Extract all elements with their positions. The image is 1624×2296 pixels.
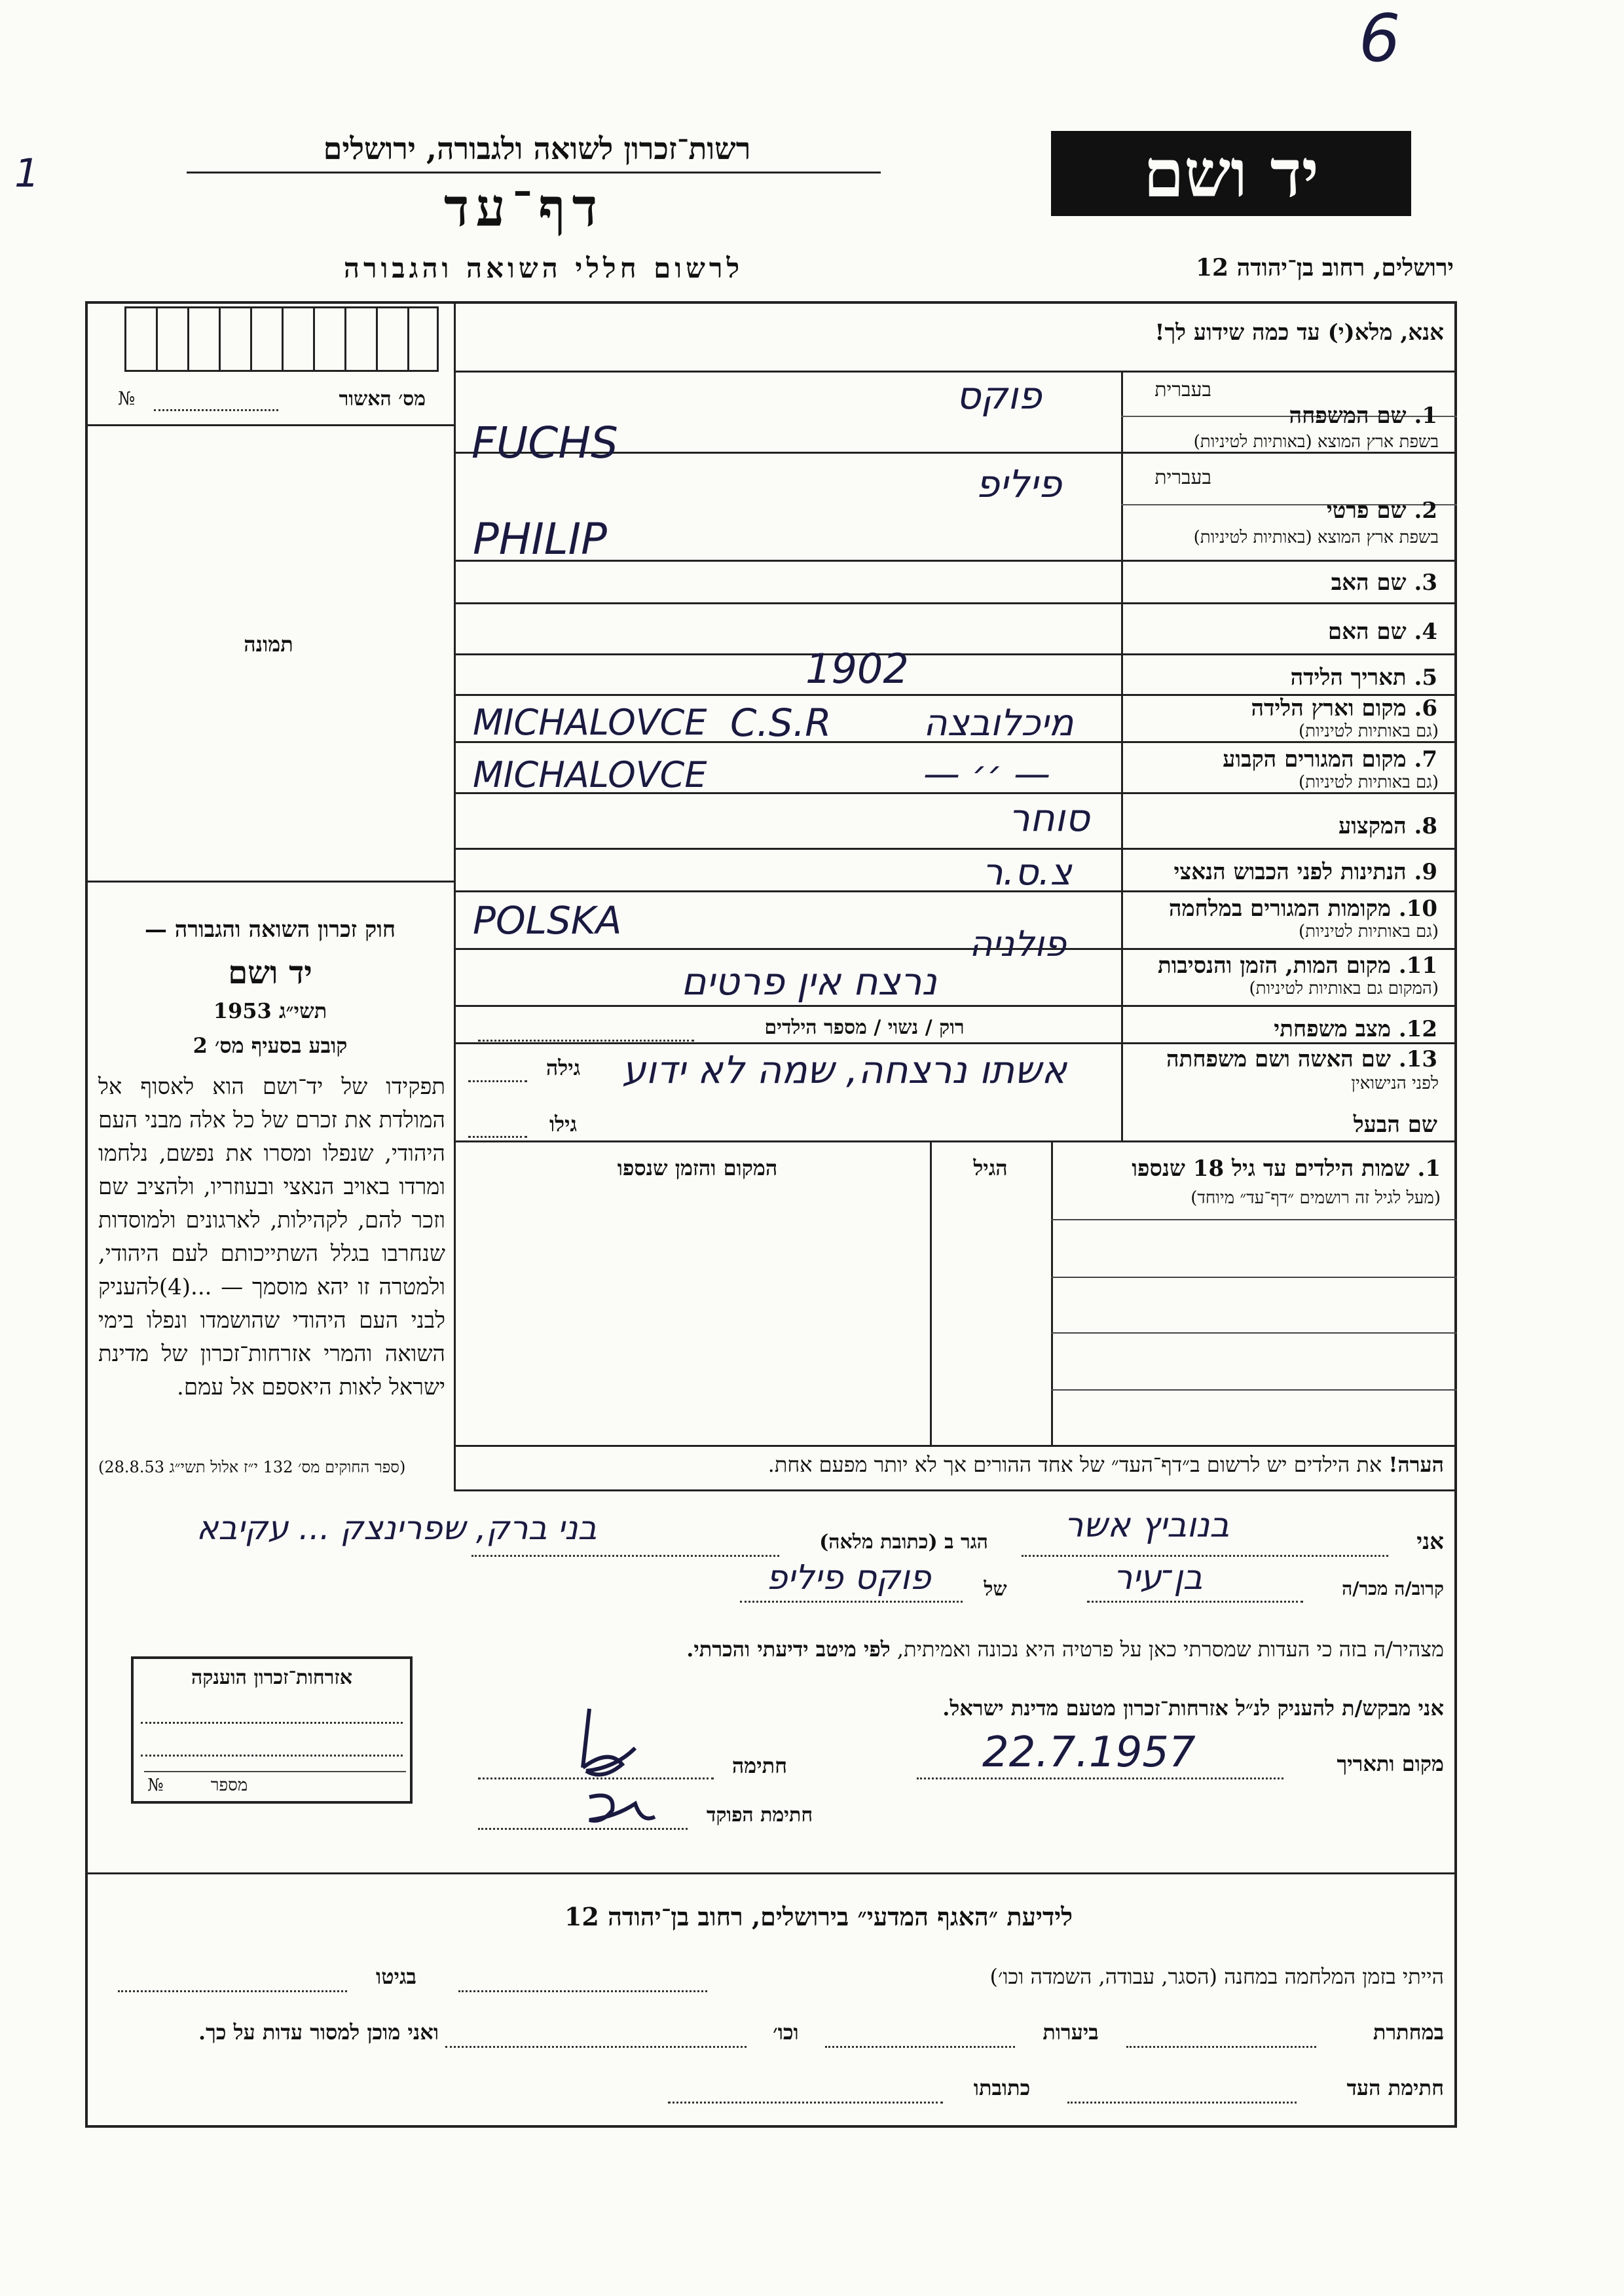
field-5-label bbox=[1126, 665, 1437, 691]
death-place-value[interactable]: נרצח אין פרטים bbox=[681, 959, 937, 1004]
children-row-rule bbox=[1051, 1332, 1457, 1334]
address-line: ירושלים, רחוב בן־יהודה 12 bbox=[1195, 254, 1454, 282]
birth-country-value[interactable]: C.S.R bbox=[730, 701, 832, 745]
children-age-header: הגיל bbox=[973, 1156, 1008, 1180]
field-10-label bbox=[1123, 896, 1437, 922]
resides-label: הגר ב (כתובת מלאה) bbox=[819, 1531, 988, 1554]
wartime-residence-hebrew-value[interactable]: פולניה bbox=[969, 923, 1067, 964]
handwritten-mark: 6 bbox=[1359, 0, 1401, 77]
field-11-number: 11. bbox=[1398, 953, 1437, 979]
field-3-number: 3. bbox=[1414, 570, 1437, 596]
field-12-title: מצב משפחתי bbox=[1274, 1016, 1391, 1042]
field-6-title: מקום וארץ הלידה bbox=[1251, 695, 1407, 721]
wife-age-label: גילה bbox=[545, 1055, 581, 1080]
field-10-number: 10. bbox=[1398, 896, 1437, 922]
witness-name-value[interactable]: בנוביץ אשר bbox=[1064, 1506, 1230, 1545]
witness-signature-field[interactable] bbox=[1067, 2102, 1297, 2104]
field-1-number: 1. bbox=[1414, 403, 1437, 429]
field-6-number: 6. bbox=[1414, 695, 1437, 721]
birth-place-hebrew-value[interactable]: מיכלובצה bbox=[923, 702, 1074, 744]
approval-number-sign: № bbox=[118, 388, 136, 409]
field-7-label bbox=[1126, 746, 1437, 773]
certificate-number-label: מספר bbox=[210, 1776, 248, 1795]
given-name-latin-value[interactable]: PHILIP bbox=[473, 514, 607, 564]
children-number: 1. bbox=[1417, 1156, 1441, 1182]
address-line-field[interactable] bbox=[471, 1555, 779, 1557]
birth-place-latin-value[interactable]: MICHALOVCE bbox=[473, 702, 707, 743]
header-rule bbox=[187, 172, 881, 173]
children-row-rule bbox=[1051, 1219, 1457, 1220]
field-1-label bbox=[1211, 403, 1437, 429]
children-title bbox=[1054, 1156, 1441, 1182]
place-date-label: מקום ותאריך bbox=[1337, 1751, 1444, 1776]
field-2-number: 2. bbox=[1414, 498, 1437, 524]
approval-number-field[interactable] bbox=[154, 409, 278, 411]
witness-address-label: כתובתו bbox=[973, 2075, 1031, 2100]
officer-signature bbox=[576, 1784, 668, 1836]
children-bottom-rule bbox=[454, 1445, 1457, 1447]
field-12-number: 12. bbox=[1398, 1016, 1437, 1042]
forests-label: ביערות bbox=[1043, 2020, 1099, 2045]
relation-line[interactable] bbox=[1087, 1601, 1303, 1603]
field-13-label bbox=[1123, 1046, 1437, 1072]
law-name: יד ושם bbox=[228, 955, 312, 991]
other-field[interactable] bbox=[445, 2046, 747, 2048]
witness-address-value[interactable]: בני ברק, שפרינצק ... עקיבא bbox=[196, 1509, 597, 1547]
row-rule bbox=[454, 1042, 1457, 1044]
row-rule bbox=[454, 1005, 1457, 1007]
witness-signature-label: חתימת העד bbox=[1346, 2075, 1444, 2100]
row-rule bbox=[454, 948, 1457, 950]
field-4-title: שם האם bbox=[1327, 619, 1407, 645]
field-5-number: 5. bbox=[1414, 665, 1437, 691]
declaration-bold: לפי מיטב ידיעתי והכרתי. bbox=[686, 1637, 891, 1662]
nationality-value[interactable]: צ.ס.ר bbox=[982, 851, 1072, 894]
law-year: תשי״ג 1953 bbox=[213, 998, 327, 1023]
field-8-label bbox=[1126, 813, 1437, 839]
children-name-divider bbox=[1051, 1140, 1053, 1445]
field-7-title: מקום המגורים הקבוע bbox=[1223, 746, 1407, 773]
photo-rule bbox=[85, 881, 454, 883]
footer-line-1: הייתי בזמן המלחמה במחנה (הסגר, עבודה, השמדה וכו׳) bbox=[989, 1964, 1444, 1989]
camp-field[interactable] bbox=[458, 1990, 707, 1992]
field-3-title: שם האב bbox=[1331, 570, 1407, 596]
field-3-label bbox=[1126, 570, 1437, 596]
children-count-field[interactable] bbox=[478, 1040, 694, 1042]
declaration-statement bbox=[458, 1637, 1444, 1662]
field-2-note: בשפת ארץ המוצא (באותיות לטיניות) bbox=[1193, 528, 1439, 547]
field-7-number: 7. bbox=[1414, 746, 1437, 773]
deceased-name-value[interactable]: פוקס פיליפ bbox=[766, 1558, 931, 1597]
citizenship-request: אני מבקש/ת להעניק לנ״ל אזרחות־זכרון מטעם מדינת ישראל. bbox=[942, 1696, 1444, 1721]
ghetto-label: בגיטו bbox=[376, 1964, 416, 1989]
photo-label: תמונה bbox=[244, 632, 293, 657]
field-8-number: 8. bbox=[1414, 813, 1437, 839]
page-title: דף־עד bbox=[443, 177, 604, 238]
underground-field[interactable] bbox=[1126, 2046, 1316, 2048]
children-note: (מעל לגיל זה רושמים ״דף־עד״ מיוחד) bbox=[1190, 1188, 1441, 1208]
wartime-residence-latin-value[interactable]: POLSKA bbox=[473, 898, 622, 943]
ghetto-field[interactable] bbox=[118, 1990, 347, 1992]
testimony-offer: ואני מוכן למסור עדות על כך. bbox=[198, 2020, 439, 2045]
underground-label: במחתרת bbox=[1373, 2020, 1444, 2045]
field-10-note: (גם באותיות לטיניות) bbox=[1298, 922, 1439, 941]
field-1-title: שם המשפחה bbox=[1289, 403, 1407, 429]
birth-date-value[interactable]: 1902 bbox=[805, 645, 909, 693]
place-date-value[interactable]: 22.7.1957 bbox=[982, 1728, 1196, 1777]
field-4-label bbox=[1126, 619, 1437, 645]
of-label: של bbox=[984, 1578, 1007, 1601]
given-name-hebrew-value[interactable]: פיליפ bbox=[976, 462, 1062, 506]
field-9-title: הנתינות לפני הכבוש הנאצי bbox=[1173, 859, 1407, 885]
residence-hebrew-value[interactable]: — ׳׳ — bbox=[923, 753, 1051, 795]
yad-vashem-logo: יד ושם bbox=[1051, 131, 1411, 216]
row-rule bbox=[454, 653, 1457, 655]
intro-instruction: אנא, מלא(י) עד כמה שידוע לך! bbox=[1154, 319, 1444, 346]
law-text: תפקידו של יד־ושם הוא לאסוף אל המולדת את זכרם של כל אלה מבני העם היהודי, שנפלו ומסרו את נפשם, נלחמו ומרדו באויב הנאצי ובעוזריו, ולהציב שם וזכר להם, לקהילות, לארגונים ולמוסדות שנחרבו בגלל השתייכותם לעם היהודי, ולמטרה זו יהא מוסמך — ...(4)להעניק לבני העם היהודי שהושמדו ונפלו בימי השואה והמרי אזרחות־זכרון של מדינת ישראל לאות היאספם אל עמם. bbox=[98, 1074, 445, 1400]
certificate-number-row bbox=[144, 1771, 406, 1772]
field-13-number: 13. bbox=[1398, 1046, 1437, 1072]
relation-label: קרוב/ה מכר/ה bbox=[1342, 1578, 1444, 1599]
field-8-title: המקצוע bbox=[1338, 813, 1407, 839]
field-10-title: מקומות המגורים במלחמה bbox=[1168, 896, 1391, 922]
field-6-note: (גם באותיות לטיניות) bbox=[1298, 721, 1439, 741]
field-2-title: שם פרטי bbox=[1326, 498, 1407, 524]
residence-latin-value[interactable]: MICHALOVCE bbox=[473, 754, 707, 795]
left-column-divider bbox=[454, 301, 456, 1491]
field-9-number: 9. bbox=[1414, 859, 1437, 885]
field-13-title: שם האשה ושם משפחתה bbox=[1166, 1046, 1391, 1072]
intro-rule bbox=[454, 371, 1457, 373]
children-place-header: המקום והזמן שנספו bbox=[617, 1156, 778, 1180]
children-title-text: שמות הילדים עד גיל 18 שנספו bbox=[1132, 1156, 1410, 1182]
footer-title: לידיעת ״האגף המדעי״ בירושלים, רחוב בן־יהודה 12 bbox=[564, 1902, 1073, 1931]
surname-hebrew-value[interactable]: פוקס bbox=[956, 373, 1042, 418]
field-11-note: (המקום גם באותיות לטיניות) bbox=[1249, 979, 1439, 998]
husband-age-field[interactable] bbox=[468, 1136, 527, 1138]
certificate-line[interactable] bbox=[141, 1755, 403, 1757]
field-7-note: (גם באותיות לטיניות) bbox=[1298, 773, 1439, 792]
certificate-title: אזרחות־זכרון הוענקה bbox=[191, 1666, 353, 1689]
photo-area[interactable] bbox=[98, 452, 445, 871]
occupation-value[interactable]: סוחר bbox=[1008, 795, 1090, 840]
law-title: חוק זכרון השואה והגבורה — bbox=[144, 917, 396, 943]
signature-label: חתימה bbox=[731, 1753, 788, 1778]
declaration-i-label: אני bbox=[1416, 1529, 1444, 1555]
field-9-label bbox=[1123, 859, 1437, 885]
row-rule bbox=[454, 890, 1457, 892]
field-5-title: תאריך הלידה bbox=[1290, 665, 1407, 691]
field-6-label bbox=[1126, 695, 1437, 721]
law-source: (ספר החוקים מס׳ 132 י״ז אלול תשי״ג 28.8.53) bbox=[98, 1458, 406, 1476]
field-12-label bbox=[1123, 1016, 1437, 1042]
remark bbox=[458, 1452, 1444, 1477]
wife-age-field[interactable] bbox=[468, 1080, 527, 1082]
place-date-line[interactable] bbox=[917, 1777, 1283, 1779]
forests-field[interactable] bbox=[825, 2046, 1015, 2048]
page-number-mark: 1 bbox=[14, 151, 40, 196]
field-11-title: מקום המות, הזמן והנסיבות bbox=[1157, 953, 1391, 979]
children-row-rule bbox=[1051, 1277, 1457, 1278]
witness-name-line[interactable] bbox=[1022, 1555, 1388, 1557]
husband-label: שם הבעל bbox=[1353, 1112, 1437, 1138]
deceased-name-line[interactable] bbox=[740, 1601, 963, 1603]
approval-label: מס׳ האשור bbox=[339, 388, 426, 410]
remark-label: הערה! bbox=[1388, 1452, 1444, 1477]
children-age-divider bbox=[930, 1140, 932, 1445]
wife-name-value[interactable]: אשתו נרצחה, שמה לא ידוע bbox=[622, 1048, 1067, 1092]
row-rule bbox=[454, 848, 1457, 850]
remark-text: את הילדים יש לרשום ב״דף־העד״ של אחד ההורים אך לא יותר מפעם אחת. bbox=[767, 1452, 1382, 1477]
page-subtitle: לרשום חללי השואה והגבורה bbox=[343, 252, 744, 284]
certificate-line[interactable] bbox=[141, 1722, 403, 1724]
witness-address-field[interactable] bbox=[668, 2102, 943, 2104]
field-2-hebrew-tag: בעברית bbox=[1154, 466, 1211, 489]
organization-line: רשות־זכרון לשואה ולגבורה, ירושלים bbox=[323, 131, 751, 166]
field-13-note: לפני הנישואין bbox=[1351, 1074, 1439, 1093]
etc-label: וכו׳ bbox=[773, 2020, 799, 2045]
witness-signature bbox=[563, 1696, 648, 1794]
remark-rule bbox=[454, 1489, 1457, 1491]
field-1-note: בשפת ארץ המוצא (באותיות לטיניות) bbox=[1193, 432, 1439, 452]
row-rule bbox=[454, 602, 1457, 604]
footer-separator bbox=[85, 1872, 1457, 1874]
marital-status-options[interactable]: רוק / נשוי / מספר הילדים bbox=[764, 1016, 965, 1039]
children-row-rule bbox=[1051, 1389, 1457, 1391]
field-2-label bbox=[1211, 498, 1437, 524]
declaration-text: מצהיר/ה בזה כי העדות שמסרתי כאן על פרטיה היא נכונה ואמיתית, bbox=[896, 1637, 1444, 1662]
relation-value[interactable]: בן־עיר bbox=[1113, 1558, 1203, 1597]
surname-latin-value[interactable]: FUCHS bbox=[471, 418, 618, 468]
husband-age-label: גילו bbox=[549, 1112, 578, 1137]
field-1-hebrew-tag: בעברית bbox=[1154, 378, 1211, 401]
approval-rule bbox=[85, 424, 454, 426]
law-clause: קובע בסעיף מס׳ 2 bbox=[193, 1033, 348, 1058]
code-boxes[interactable] bbox=[124, 306, 439, 372]
field-4-number: 4. bbox=[1414, 619, 1437, 645]
field-11-label bbox=[1123, 953, 1437, 979]
certificate-number-sign: № bbox=[147, 1776, 164, 1795]
officer-signature-label: חתימת הפוקד bbox=[706, 1804, 813, 1827]
row-rule bbox=[454, 1140, 1457, 1142]
